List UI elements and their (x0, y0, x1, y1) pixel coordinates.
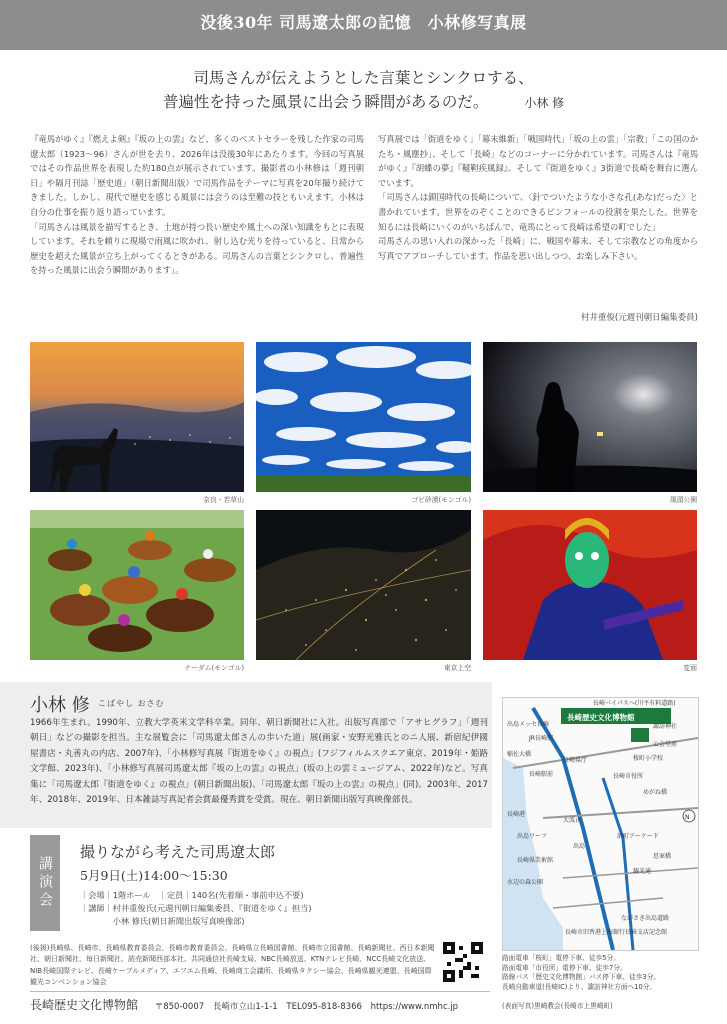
access-line: 長崎自動車道(長崎IC)より、諏訪神社方面へ10分。 (502, 982, 657, 991)
photo-caption: 東京上空 (443, 664, 471, 672)
svg-text:長崎県美術館: 長崎県美術館 (517, 857, 554, 864)
website-link[interactable]: https://www.nmhc.jp (370, 1002, 459, 1012)
lecture-title: 撮りながら考えた司馬遼太郎 (80, 843, 276, 861)
access-line: 路面電車「桜町」電停下車、徒歩5分。 (502, 954, 620, 962)
lead-quote (0, 66, 727, 115)
museum-name: 長崎歴史文化博物館 (30, 998, 139, 1012)
photo-caption: 風頭公園 (669, 496, 697, 504)
svg-text:水辺の森公園: 水辺の森公園 (507, 879, 544, 886)
intro-column-left (30, 132, 364, 324)
photo-kazagashira (483, 342, 697, 492)
lecture-speaker-2: 小林 修氏(朝日新聞出版写真映像部) (80, 916, 245, 926)
svg-text:長崎県庁: 長崎県庁 (563, 757, 588, 764)
intro-column-right (378, 132, 698, 308)
photo-caption: ナーダム(モンゴル) (184, 664, 244, 672)
svg-text:N: N (685, 814, 690, 821)
lecture-info (80, 889, 312, 928)
svg-text:めがね橋: めがね橋 (643, 789, 668, 796)
nagasaki-quote-paragraph: 「司馬さんは鎖国時代の長崎について、〈針でついたような小さな孔(あな)だった〉と書かれています。世界をのぞくことのできるピンフォールの役割を果たした。世界を知るには長崎にいくのがいちばんで、竜馬にとって長崎は希望の町でした」 (378, 192, 698, 232)
photo-bianlian (483, 510, 697, 660)
lecture-date: 5月9日(土)14:00〜15:30 (80, 868, 228, 883)
svg-text:JR長崎駅: JR長崎駅 (529, 735, 553, 742)
lead-line-2-text: 普遍性を持った風景に出会う瞬間があるのだ。 (162, 93, 489, 111)
lead-line-1: 司馬さんが伝えようとした言葉とシンクロする、 (193, 69, 534, 87)
svg-text:観光通: 観光通 (633, 868, 652, 875)
intro-paragraph: 『竜馬がゆく』『燃えよ剣』『坂の上の雲』など、多くのベストセラーを残した作家の司馬遼太郎（1923〜96）さんが世を去り、2026年は没後30年にあたります。今回の写真展ではその作品世界を表現した約180点が展示されています。撮影者の小林修は「週刊朝日」や隔月刊誌「歴史道」（朝日新聞出版）で司馬作品をテーマに写真を20年撮り続けてきました。しかし、現代で歴史を感じる風景には会うのは至難の技ともいえます。小林は自分の仕事を振り返り語っています。 (30, 134, 364, 217)
photo-wakakusayama (30, 342, 244, 492)
svg-text:出島ワーフ: 出島ワーフ (517, 833, 547, 840)
photo-caption: 奈良・若草山 (203, 496, 244, 504)
photo-caption: 変面 (683, 664, 697, 672)
svg-text:浜町アーケード: 浜町アーケード (617, 833, 659, 840)
lecture-venue: ｜会場｜1階ホール ｜定員｜140名(先着順・事前申込不要) (80, 890, 304, 900)
photographer-name: 小林 修 (30, 695, 90, 716)
footer-divider (30, 991, 490, 992)
svg-text:ながさき出島道路: ながさき出島道路 (621, 915, 670, 922)
sections-paragraph: 写真展では「街道をゆく」「幕末維新」「戦国時代」「坂の上の雲」「宗教」「この国のかたち・風塵抄」、そして「長崎」などのコーナーに分かれています。司馬さんは『竜馬がゆく』『胡蝶の夢』『韃靼疾風録』、そして『街道をゆく』3街道で長崎を舞台に選んでいます。 (378, 134, 698, 188)
lead-author: 小林 修 (524, 96, 565, 110)
access-line: 路面電車「市役所」電停下車、徒歩7分。 (502, 963, 627, 972)
telephone: TEL095-818-8366 (286, 1002, 362, 1012)
footer (30, 996, 464, 1013)
svg-text:長崎駅前: 長崎駅前 (529, 771, 554, 778)
address: 長崎市立山1-1-1 (212, 1002, 278, 1012)
lecture-tag: 講演会 (30, 835, 60, 931)
access-map (502, 697, 699, 951)
svg-text:諏訪神社: 諏訪神社 (653, 723, 678, 730)
photographer-kana: こばやし おさむ (98, 699, 165, 708)
svg-text:桜町小学校: 桜町小学校 (633, 755, 664, 762)
postal-code: 〒850-0007 (154, 1002, 205, 1012)
sponsor-list: (後援)長崎県、長崎市、長崎県教育委員会、長崎市教育委員会、長崎県立長崎図書館、長崎市立図書館、長崎新聞社、西日本新聞社、朝日新聞社、毎日新聞社、読売新聞西部本社、共同通信社長崎支局、NBC長崎放送、KTNテレビ長崎、NCC長崎文化放送、NIB長崎国際テレビ、長崎ケーブルメディア、エフエム長崎、長崎商工会議所、長崎県タクシー協会、長崎県観光連盟、長崎国際観光コンベンション協会 (30, 944, 435, 987)
essay-signature: 村井重俊(元週刊朝日編集委員) (580, 313, 698, 323)
svg-text:出島: 出島 (573, 843, 586, 850)
lead-line-2 (0, 90, 727, 115)
access-line: 路線バス「歴史文化博物館」バス停下車、徒歩3分。 (502, 973, 661, 982)
access-info (502, 954, 702, 992)
svg-text:長崎市役所: 長崎市役所 (613, 773, 644, 780)
lecture-speaker: ｜講師｜村井重俊氏(元週刊朝日編集委員、『街道をゆく』担当) (80, 903, 312, 913)
svg-text:公会堂前: 公会堂前 (653, 741, 678, 748)
svg-text:長崎バイパスへ(川平有料道路): 長崎バイパスへ(川平有料道路) (593, 700, 676, 707)
photo-naadam (30, 510, 244, 660)
svg-text:思案橋: 思案橋 (653, 853, 672, 860)
intro-quote-paragraph: 「司馬さんは風景を描写するとき、土地が持つ長い歴史や風土への深い知識をもとに表現しています。それを頼りに現場で雨風に吹かれ、射し込む光りを待っていると、日常から歴史を超えた風景が立ち上がってくるときがある。司馬さんの言葉とシンクロし、普遍性を持った風景に出会う瞬間があります」。 (30, 221, 364, 276)
svg-text:稲佐大橋: 稲佐大橋 (507, 751, 532, 758)
qr-code[interactable] (443, 942, 483, 982)
map-museum-label: 長崎歴史文化博物館 (567, 713, 635, 722)
svg-text:出島メッセ長崎: 出島メッセ長崎 (507, 721, 550, 728)
svg-text:長崎市旧香港上海銀行長崎支店記念館: 長崎市旧香港上海銀行長崎支店記念館 (565, 929, 668, 936)
photo-tokyo-aerial (256, 510, 471, 660)
cover-photo-credit: (表面写真)黒崎教会(長崎市上黒崎町) (502, 1002, 613, 1010)
svg-text:大波止: 大波止 (563, 817, 582, 824)
svg-text:長崎港: 長崎港 (507, 811, 526, 818)
photographer-bio: 1966年生まれ。1990年、立教大学英米文学科卒業。同年、朝日新聞社に入社。出版写真部で「アサヒグラフ」「週刊朝日」などの撮影を担当。主な展覧会に「司馬遼太郎さんの歩いた道」展(画家・安野光雅氏とのニ人展、新宿紀伊國屋書店・丸善丸の内店、2007年)、「小林修写真展『街道をゆく』の視点」(フジフィルムスクエア東京、2019年・姫路文学館、2023年)、「小林修写真展司馬遼太郎『坂の上の雲』の視点」(坂の上の雲ミュージアム、2022年)など。写真集に「司馬遼太郎『街道をゆく』の視点」(朝日新聞出版)、「司馬遼太郎『坂の上の雲』の視点」(同)。2003年、2017年、2018年、2019年、日本雑誌写真記者会賞最優秀賞を受賞。現在、朝日新聞出版写真映像部長。 (30, 718, 488, 806)
closing-paragraph: 司馬さんの思い入れの深かった「長崎」に、戦国や幕末、そして宗教などの角度から写真でアプローチしています。作品を思い出しつつ、お楽しみ下さい。 (378, 236, 698, 261)
photo-gobi (256, 342, 471, 492)
exhibition-title: 没後30年 司馬遼太郎の記憶 小林修写真展 (0, 0, 727, 50)
photo-caption: ゴビ砂漠(モンゴル) (411, 496, 471, 504)
